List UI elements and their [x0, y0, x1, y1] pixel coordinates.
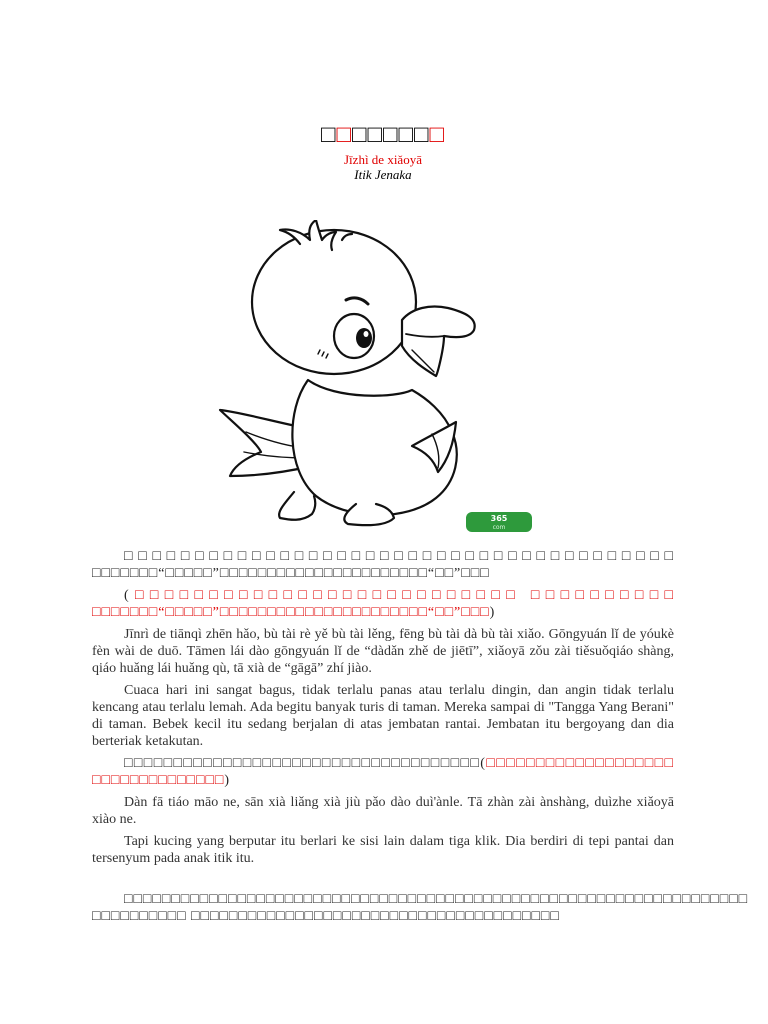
story-content: [92, 548, 749, 930]
traditional-text: □□□□□□□□□□□□□□□□□□□ □□□□□□□□□□□□□□: [92, 756, 674, 788]
paragraph-pinyin-1: Jīnrì de tiānqì zhēn hǎo, bù tài rè yě bù tài lěng, fēng bù tài dà bù tài xiǎo. Gōngyuán lǐ de yóukè fèn wài de duō. Tāmen lái dào gōngyuán lǐ de “dàdǎn zhě de jiētī”, xiǎoyā zǒu zài tiěsuǒqiáo shàng, qiáo huǎng lái huǎng qù, tā xià de “gāgā” zhí jiào.: [92, 627, 674, 676]
pinyin-title: Jīzhì de xiǎoyā: [344, 152, 422, 167]
paragraph-chinese-2: [92, 755, 674, 789]
title-char-highlight: □: [429, 122, 445, 148]
duckling-illustration: [216, 220, 536, 538]
paragraph-chinese-1: □□□□□□□□□□□□□□□□□□□□□□□□□□□□□□□□□□□□□□□ □□□□□□□“□□□□□”□□□□□□□□□□□□□□□□□□□□□□“□□”□□□: [92, 549, 674, 581]
paragraph-chinese-3: □□□□□□□□□□□□□□□□□□□□□□□□□□□□□□□□□□□□□□□□□□□□□□□□□□□□□□□□□□□□□□□□□□ □□□□□□□□□□ □□□□□□□□□□□□□□□□□□□□□□□□□□□□□□□□□□□□□□□: [92, 892, 749, 924]
traditional-text: □□□□□□□□□□□□□□□□□□□□□□□□□□ □□□□□□□□□□ □□□□□□□“□□□□□”□□□□□□□□□□□□□□□□□□□□□□“□□”□□□: [92, 588, 674, 620]
title-char: □: [321, 122, 337, 148]
paren-close: ): [224, 773, 231, 788]
indonesian-title: Itik Jenaka: [354, 167, 412, 182]
duck-beak: [402, 307, 475, 377]
title-char-highlight: □: [336, 122, 352, 148]
paragraph-indonesian-2: Tapi kucing yang berputar itu berlari ke sisi lain dalam tiga klik. Dia berdiri di tepi pantai dan tersenyum pada anak itik itu.: [92, 834, 674, 866]
paragraph-indonesian-1: Cuaca hari ini sangat bagus, tidak terlalu panas atau terlalu dingin, dan angin tidak terlalu kencang atau terlalu lemah. Ada begitu banyak turis di taman. Mereka sampai di "Tangga Yang Berani" di taman. Bebek kecil itu sedang berjalan di atas jembatan rantai. Jembatan itu bergoyang dan dia berteriak ketakutan.: [92, 683, 674, 749]
title-chars: □□□□□: [352, 122, 430, 148]
duck-right-foot: [344, 504, 394, 525]
section-spacer: [92, 872, 674, 891]
watermark-logo: [466, 512, 532, 532]
chinese-text: □□□□□□□□□□□□□□□□□□□□□□□□□□□□□□□□□□□□(: [124, 756, 486, 771]
duck-head: [252, 230, 416, 374]
paragraph-pinyin-2: Dàn fā tiáo māo ne, sān xià liǎng xià jiù pǎo dào duì'ànle. Tā zhàn zài ànshàng, duìzhe xiǎoyā xiào ne.: [92, 795, 674, 827]
watermark-subtext: com: [492, 524, 506, 531]
paren-open: (: [124, 588, 130, 603]
page-title: [92, 121, 674, 149]
paragraph-traditional-1: [92, 587, 674, 621]
watermark-text: 365: [490, 514, 508, 523]
paren-close: ): [489, 605, 496, 620]
duck-left-foot: [279, 492, 315, 520]
